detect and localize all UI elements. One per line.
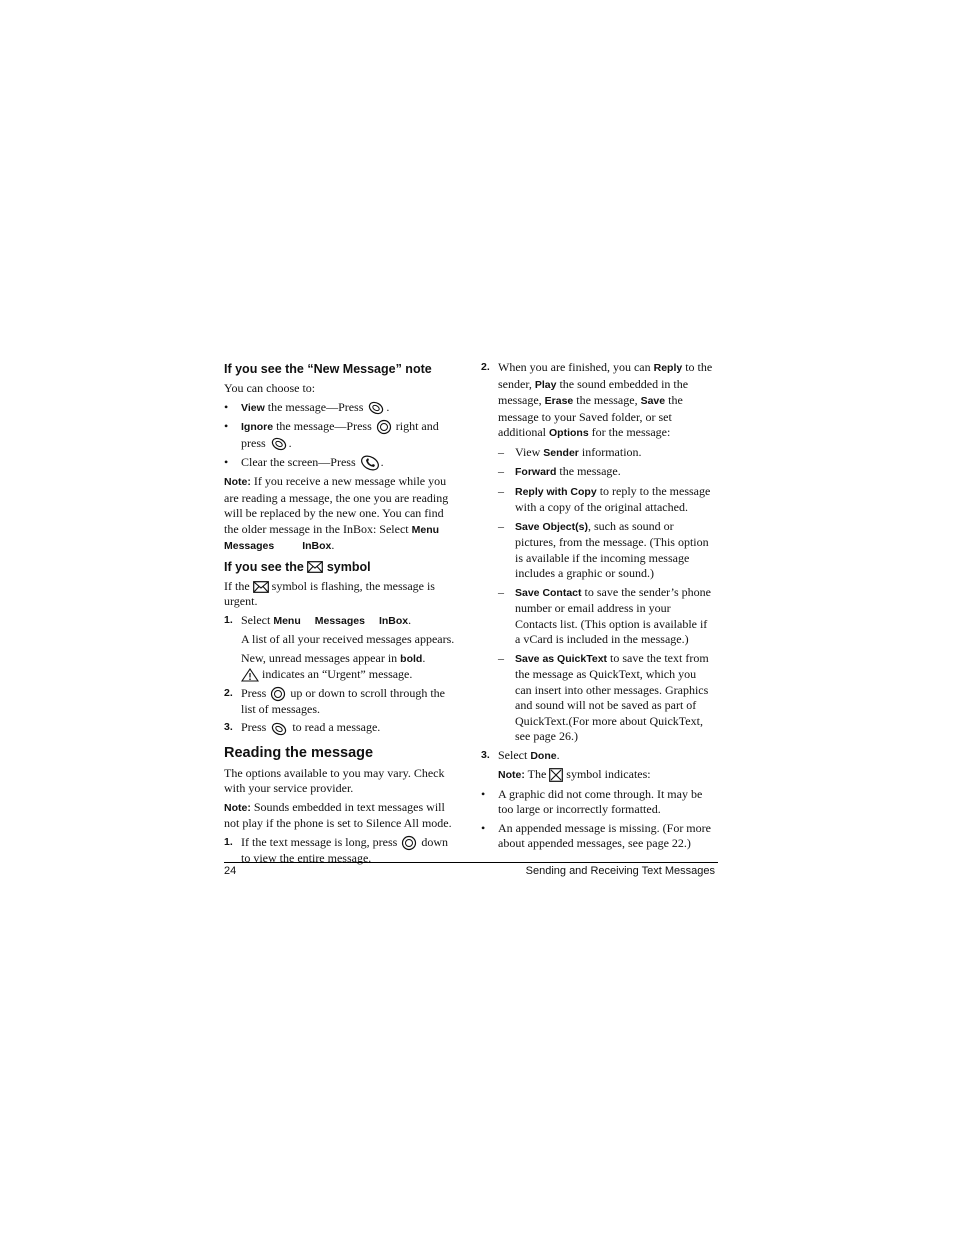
list-item-ignore: • Ignore the message—Press right and press . [224, 419, 460, 452]
option-reply-with-copy: – Reply with Copy to reply to the message with a copy of the original attached. [498, 483, 711, 514]
list-item-view: • View the message—Press . [224, 400, 460, 417]
envelope-icon [253, 581, 269, 593]
list-item-clear: • Clear the screen—Press . [224, 455, 460, 471]
key-ignore: Ignore [241, 421, 274, 433]
missing-content-icon [549, 768, 563, 782]
reading-text: The options available to you may vary. Check with your service provider. [224, 765, 445, 795]
urgent-flash-text: If the symbol is flashing, the message is urgent. [224, 578, 435, 608]
heading-symbol: If you see the symbol [224, 559, 371, 574]
right-column [481, 360, 715, 855]
step-1-unread: New, unread messages appear in bold. indicates an “Urgent” message. [241, 650, 426, 681]
reading-step-3: 3. Select Done. [481, 747, 560, 762]
step-2-scroll: 2. Press up or down to scroll through the list of messages. [224, 685, 445, 716]
navigation-key-icon [375, 419, 393, 435]
option-save-contact: – Save Contact to save the sender’s phone number or email address in your Contacts list. (This option is available if a vCard is included in the message.) [498, 584, 711, 646]
page-number: 24 [224, 865, 237, 877]
note-new-message: Note: If you receive a new message while you are reading a message, the one you are reading will be replaced by the new one. You can find the older message in the InBox: Select Menu Messages InBox. [224, 474, 449, 552]
phone-key-icon [359, 455, 381, 471]
reading-step-1: 1. If the text message is long, press down to view the entire message. [224, 834, 448, 865]
navigation-key-icon [400, 835, 418, 851]
heading-reading: Reading the message [224, 744, 374, 761]
list-item-appended: • An appended message is missing. (For more about appended messages, see page 22.) [481, 820, 711, 850]
page-footer [224, 862, 718, 877]
ok-key-icon [269, 436, 289, 452]
navigation-key-icon [269, 686, 287, 702]
urgent-warning-icon [241, 668, 259, 682]
ok-key-icon [366, 400, 386, 416]
option-save-objects: – Save Object(s), such as sound or pictures, from the message. (This option is available if the incoming message includes a graphic or sound.) [498, 518, 709, 580]
chapter-title: Sending and Receiving Text Messages [525, 865, 715, 877]
step-1-result: A list of all your received messages appears. [241, 632, 455, 646]
left-column [224, 360, 460, 869]
key-view: View [241, 401, 265, 414]
option-forward: – Forward the message. [498, 464, 621, 478]
heading-new-message: If you see the “New Message” note [224, 362, 432, 376]
step-1-select: 1. Select Menu Messages InBox. [224, 612, 412, 627]
step-3-read: 3. Press to read a message. [224, 720, 460, 736]
option-save-quicktext: – Save as QuickText to save the text from the message as QuickText, which you can insert into other messages. Graphics and sound will not be saved as part of QuickText.(For more about QuickText, see page 26.) [498, 650, 709, 743]
note-missing-symbol: Note: The symbol indicates: [498, 767, 651, 781]
option-sender: – View Sender information. [498, 444, 642, 459]
choose-text: You can choose to: [224, 381, 316, 395]
envelope-icon [307, 561, 323, 573]
list-item-graphic: • A graphic did not come through. It may be too large or incorrectly formatted. [481, 786, 703, 816]
reading-step-2: 2. When you are finished, you can Reply to the sender, Play the sound embedded in the message, Erase the message, Save the message to your Saved folder, or set additional Options for the message: [481, 360, 713, 439]
ok-key-icon [269, 721, 289, 737]
note-sounds: Note: Sounds embedded in text messages will not play if the phone is set to Silence All mode. [224, 799, 452, 830]
